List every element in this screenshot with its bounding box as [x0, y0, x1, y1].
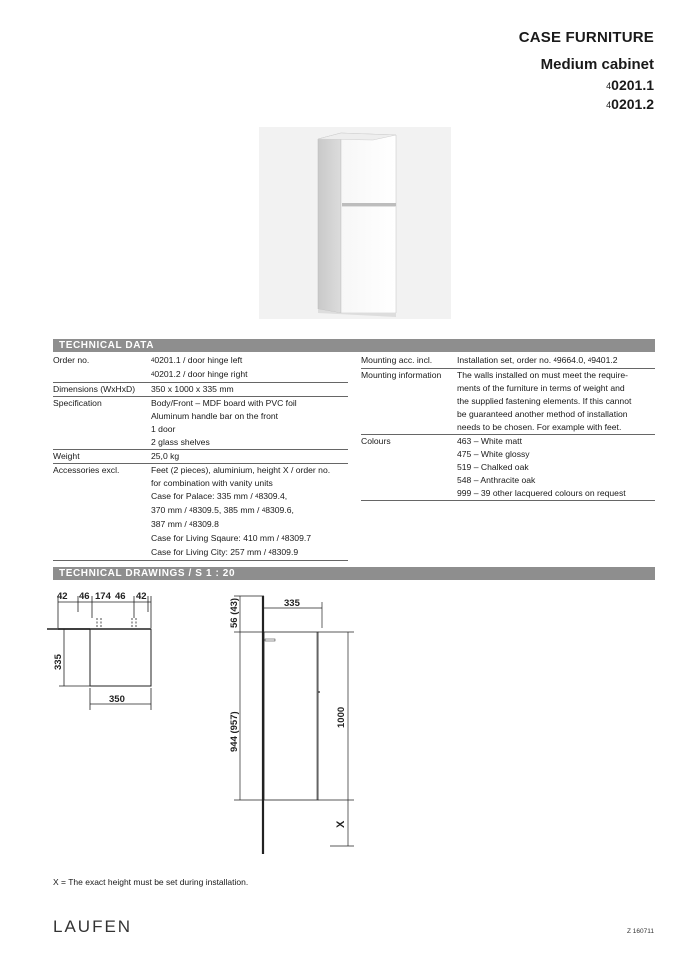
- table-row: [361, 354, 655, 369]
- product-photo: [259, 127, 451, 319]
- row-value: 519 – Chalked oak: [457, 462, 529, 472]
- brand-logo: LAUFEN: [53, 917, 133, 936]
- row-label: Colours: [361, 436, 391, 446]
- dim-46-left: 46: [79, 591, 90, 602]
- product-code-1: 40201.1: [606, 77, 654, 93]
- row-label: Dimensions (WxHxD): [53, 384, 136, 394]
- row-value: 999 – 39 other lacquered colours on request: [457, 488, 626, 498]
- row-label: Accessories excl.: [53, 465, 120, 475]
- dim-46-right: 46: [115, 591, 126, 602]
- category-title: CASE FURNITURE: [518, 29, 654, 46]
- side-view-drawing: [220, 588, 360, 858]
- dim-side-depth: 335: [284, 598, 300, 609]
- row-value: 2 glass shelves: [151, 437, 210, 447]
- dim-174: 174: [95, 591, 111, 602]
- table-row: [53, 464, 348, 561]
- row-label: Mounting acc. incl.: [361, 355, 433, 365]
- row-value: Aluminum handle bar on the front: [151, 411, 279, 421]
- cabinet-illustration: [259, 127, 451, 319]
- row-value: Installation set, order no. 49664.0, 49401.2: [457, 355, 618, 365]
- dim-top-offset: 56 (43): [229, 597, 240, 628]
- left-data-table: [53, 354, 348, 561]
- dim-x: X: [335, 820, 347, 828]
- table-row: [53, 383, 348, 397]
- row-value: Feet (2 pieces), aluminium, height X / order no.: [151, 465, 331, 475]
- dim-42-left: 42: [57, 591, 68, 602]
- row-value: Case for Palace: 335 mm / 48309.4,: [151, 491, 288, 501]
- row-value: ments of the furniture in terms of weight and: [457, 383, 625, 393]
- dim-body-height: 944 (957): [229, 711, 240, 752]
- dim-width-350: 350: [109, 694, 125, 705]
- footnote: X = The exact height must be set during installation.: [53, 877, 249, 887]
- row-value: 1 door: [151, 424, 176, 434]
- order-no-left: 40201.1 / door hinge left: [151, 355, 243, 365]
- row-label: Weight: [53, 451, 80, 461]
- row-value: Body/Front – MDF board with PVC foil: [151, 398, 297, 408]
- row-label: Order no.: [53, 355, 90, 365]
- row-value: be guaranteed another method of installation: [457, 409, 628, 419]
- table-row: [53, 397, 348, 450]
- right-data-table: [361, 354, 655, 501]
- row-label: Mounting information: [361, 370, 442, 380]
- product-title: Medium cabinet: [540, 56, 654, 73]
- row-value: 370 mm / 48309.5, 385 mm / 48309.6,: [151, 505, 294, 515]
- row-value: Case for Living City: 257 mm / 48309.9: [151, 547, 299, 557]
- table-row: [361, 369, 655, 435]
- order-no-right: 40201.2 / door hinge right: [151, 369, 248, 379]
- row-value: 475 – White glossy: [457, 449, 530, 459]
- row-value: 548 – Anthracite oak: [457, 475, 536, 485]
- row-value: 350 x 1000 x 335 mm: [151, 384, 234, 394]
- document-code: Z 160711: [627, 928, 654, 935]
- row-value: The walls installed on must meet the require-: [457, 370, 628, 380]
- product-code-2: 40201.2: [606, 96, 654, 112]
- technical-data-header: TECHNICAL DATA: [53, 339, 655, 352]
- top-view-drawing: [45, 588, 165, 713]
- table-row: [53, 354, 348, 383]
- row-value: 463 – White matt: [457, 436, 522, 446]
- row-value: for combination with vanity units: [151, 478, 273, 488]
- dim-42-right: 42: [136, 591, 147, 602]
- row-value: 387 mm / 48309.8: [151, 519, 219, 529]
- table-row: [361, 435, 655, 501]
- dim-depth-335: 335: [53, 654, 64, 670]
- table-row: [53, 450, 348, 464]
- row-value: 25,0 kg: [151, 451, 180, 461]
- dim-total-height: 1000: [336, 706, 347, 728]
- row-value: needs to be chosen. For example with feet.: [457, 422, 622, 432]
- row-value: the supplied fastening elements. If this cannot: [457, 396, 632, 406]
- technical-drawings-header: TECHNICAL DRAWINGS / S 1 : 20: [53, 567, 655, 580]
- row-label: Specification: [53, 398, 102, 408]
- row-value: Case for Living Sqaure: 410 mm / 48309.7: [151, 533, 312, 543]
